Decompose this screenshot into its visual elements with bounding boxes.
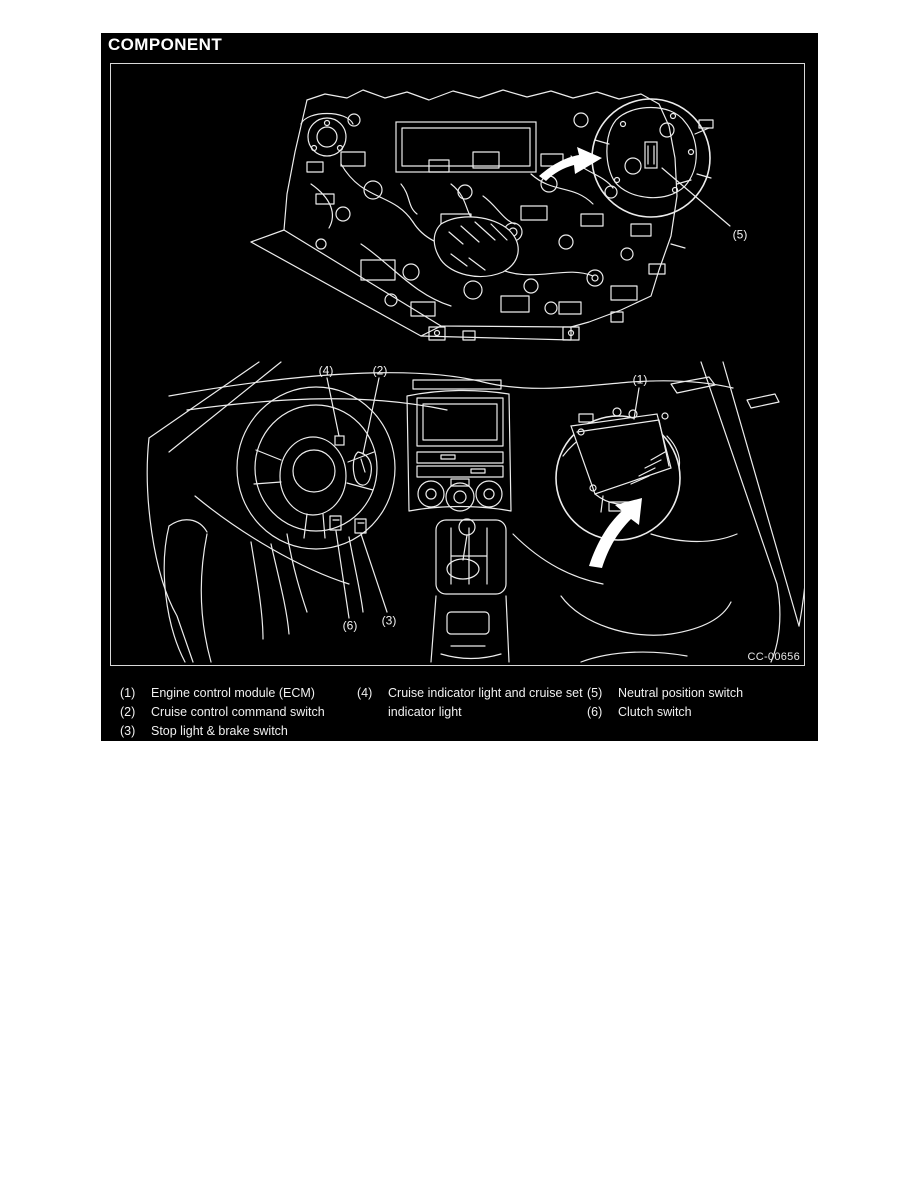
- legend-item-label: Clutch switch: [618, 705, 692, 720]
- legend-item-number: (2): [120, 705, 136, 720]
- dashboard-drawing: [147, 362, 804, 662]
- diagram-frame: [110, 63, 805, 666]
- leader-line-4: [327, 378, 339, 436]
- leader-line-3: [361, 534, 387, 612]
- legend-item-number: (5): [587, 686, 603, 700]
- section-title: COMPONENT: [108, 35, 223, 54]
- leader-line-5: [662, 168, 730, 226]
- legend-item-1: [120, 684, 325, 703]
- legend-column-3: [587, 684, 743, 722]
- cruise-indicator-light-part: [335, 436, 344, 445]
- legend-column-2: [357, 684, 585, 722]
- neutral-switch-detail-circle: [539, 99, 730, 226]
- legend-item-label: Cruise indicator light and cruise set indicator light: [388, 686, 583, 720]
- locator-arrow-icon: [589, 498, 642, 568]
- callout-5: (5): [732, 227, 748, 242]
- callout-4: (4): [318, 363, 334, 378]
- component-figure-panel: [101, 33, 818, 741]
- component-diagram-art: [111, 64, 804, 665]
- legend-item-number: (3): [120, 724, 136, 739]
- legend-item-label: Engine control module (ECM): [151, 686, 315, 700]
- legend-item-number: (4): [357, 686, 373, 700]
- legend-item-5: [587, 684, 743, 703]
- callout-3: (3): [381, 613, 397, 628]
- legend-item-number: (1): [120, 686, 136, 700]
- neutral-position-switch-part: [645, 142, 657, 168]
- legend-item-6: [587, 703, 743, 722]
- legend-item-label: Neutral position switch: [618, 686, 744, 700]
- legend-item-2: [120, 703, 325, 722]
- ecm-detail-circle: [556, 408, 680, 568]
- legend-item-4: [357, 684, 585, 722]
- legend-item-number: (6): [587, 705, 603, 720]
- callout-2: (2): [372, 363, 388, 378]
- callout-1: (1): [632, 372, 648, 387]
- legend-item-label: Cruise control command switch: [151, 705, 325, 720]
- legend-item-3: [120, 722, 325, 741]
- callout-6: (6): [342, 618, 358, 633]
- figure-id: CC-00656: [747, 651, 800, 663]
- brake-switch-part: [355, 519, 366, 533]
- legend-column-1: [120, 684, 325, 742]
- engine-bay-drawing: [251, 90, 691, 340]
- legend-item-label: Stop light & brake switch: [151, 724, 288, 739]
